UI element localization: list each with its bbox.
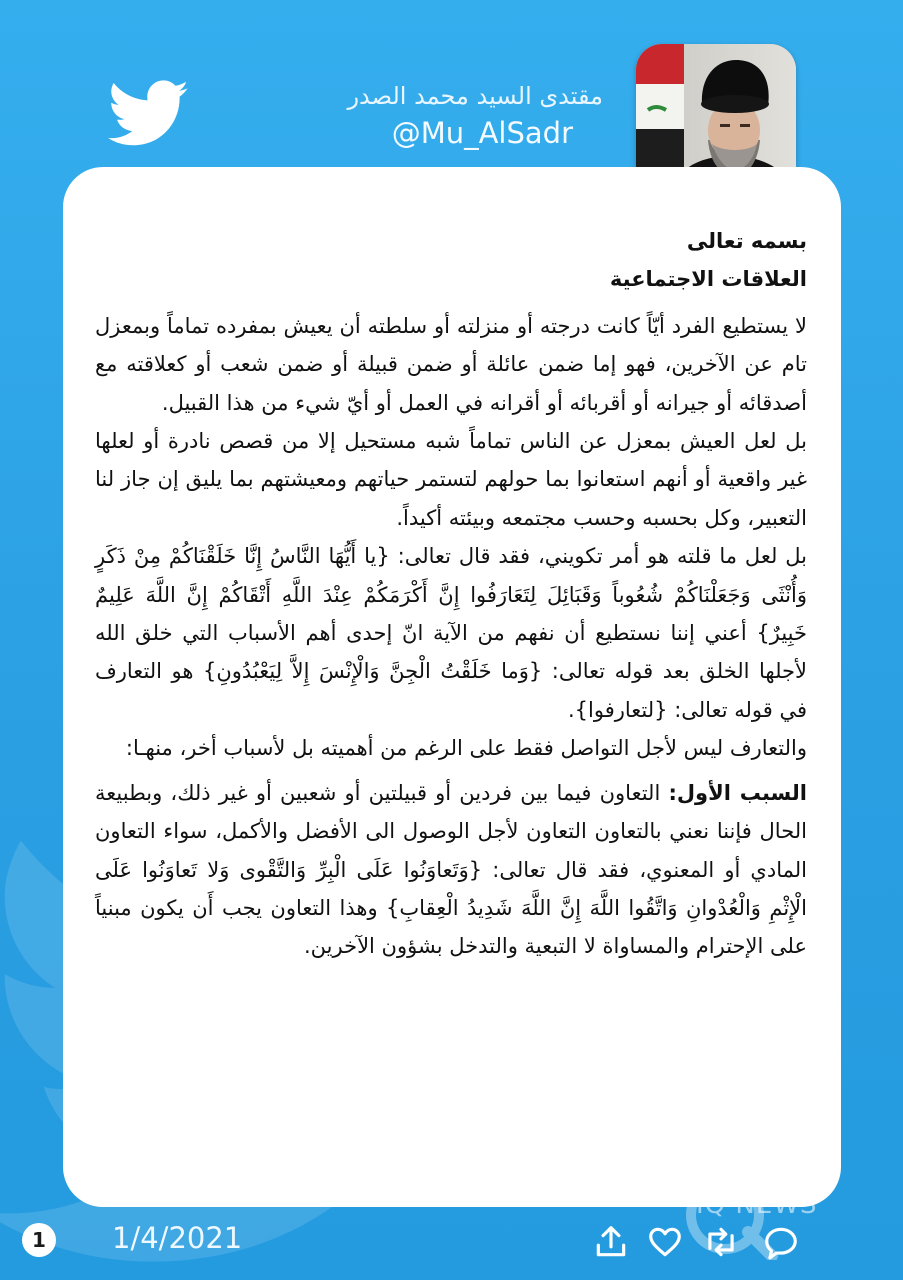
tweet-paragraph-5 <box>95 774 807 966</box>
share-icon[interactable] <box>592 1223 630 1261</box>
tweet-paragraph-1: لا يستطيع الفرد أيّاً كانت درجته أو منزلته أو سلطته أن يعيش بمفرده تماماً وبمعزل تام عن الآخرين، فهو إما ضمن عائلة أو ضمن قبيلة أو ضمن شعب أو كعلاقته مع أصدقائه أو جيرانه أو أقربائه أو أقرانه في العمل أو أيّ شيء من هذا القبيل. <box>95 313 807 415</box>
first-reason-label: السبب الأول: <box>668 780 807 805</box>
tweet-body <box>95 222 807 966</box>
tweet-footer <box>0 1205 903 1280</box>
tweet-paragraph-2: بل لعل العيش بمعزل عن الناس تماماً شبه مستحيل إلا من قصص نادرة أو لعلها غير واقعية أو أنهم استعانوا بما حولهم لتستمر حياتهم ومعيشتهم بما يليق إن جاز لنا التعبير، وكل بحسبه وحسب مجتمعه وبيئته أكيداً. <box>95 429 807 530</box>
tweet-salutation: بسمه تعالى <box>686 229 807 253</box>
twitter-bird-icon <box>108 80 190 148</box>
like-icon[interactable] <box>646 1223 684 1261</box>
tweet-paragraph-3: بل لعل ما قلته هو أمر تكويني، فقد قال تعالى: {يا أَيُّهَا النَّاسُ إِنَّا خَلَقْنَاكُمْ مِنْ ذَكَرٍ وَأُنْثَى وَجَعَلْنَاكُمْ شُعُوباً وَقَبَائِلَ لِتَعَارَفُوا إِنَّ أَكْرَمَكُمْ عِنْدَ اللَّهِ أَتْقَاكُمْ إِنَّ اللَّهَ عَلِيمٌ خَبِيرٌ} أعني إننا نستطيع أن نفهم من الآية انّ إحدى أهم الأسباب التي خلق الله لأجلها الخلق بعد قوله تعالى: {وَما خَلَقْتُ الْجِنَّ وَالْإِنْسَ إِلاَّ لِيَعْبُدُونِ} هو التعارف في قوله تعالى: {لتعارفوا}. <box>95 544 807 722</box>
first-reason-text: التعاون فيما بين فردين أو قبيلتين أو شعبين أو غير ذلك، وبطبيعة الحال فإننا نعني بالتعاون التعاون لأجل الوصول الى الأفضل والأكمل، سواء التعاون المادي أو المعنوي، فقد قال تعالى: {وَتَعاوَنُوا عَلَى الْبِرِّ وَالتَّقْوى وَلا تَعاوَنُوا عَلَى الْإِثْمِ وَالْعُدْوانِ وَاتَّقُوا اللَّهَ إِنَّ اللَّهَ شَدِيدُ الْعِقابِ} وهذا التعاون يجب أَن يكون مبنياً على الإحترام والمساواة لا التبعية والتدخل بشؤون الآخرين. <box>95 780 807 959</box>
tweet-paragraph-4: والتعارف ليس لأجل التواصل فقط على الرغم من أهميته بل لأسباب أخر، منهـا: <box>125 736 807 761</box>
tweet-date: 1/4/2021 <box>112 1221 243 1255</box>
tweet-title: العلاقات الاجتماعية <box>609 267 807 292</box>
account-handle[interactable]: @Mu_AlSadr <box>391 116 573 150</box>
account-name[interactable]: مقتدى السيد محمد الصدر <box>347 82 603 110</box>
retweet-icon[interactable] <box>702 1223 740 1261</box>
tweet-number-badge: 1 <box>22 1223 56 1257</box>
reply-icon[interactable] <box>762 1223 800 1261</box>
iqnews-watermark: IQ NEWS <box>696 1190 818 1220</box>
